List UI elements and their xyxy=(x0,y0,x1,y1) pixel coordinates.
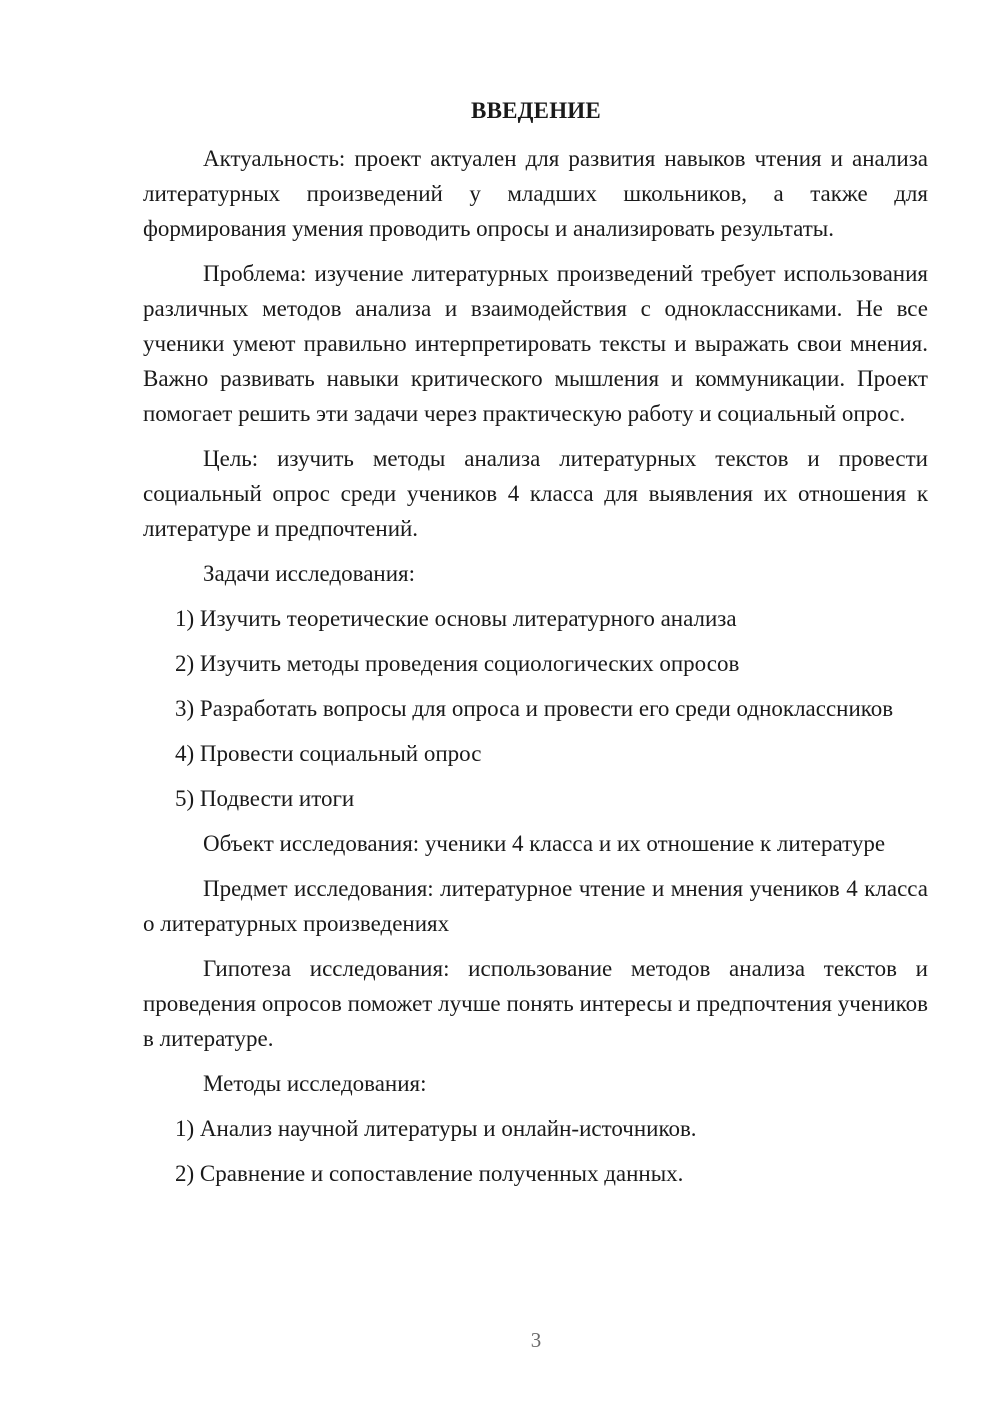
subject-paragraph: Предмет исследования: литературное чтение и мнения учеников 4 класса о литературных произведениях xyxy=(143,876,928,936)
object-paragraph: Объект исследования: ученики 4 класса и их отношение к литературе xyxy=(203,831,886,856)
method-item: 1) Анализ научной литературы и онлайн-источников. xyxy=(175,1116,697,1141)
task-item: 2) Изучить методы проведения социологических опросов xyxy=(175,651,740,676)
task-item: 4) Провести социальный опрос xyxy=(175,741,482,766)
task-item: 5) Подвести итоги xyxy=(175,786,355,811)
document-body xyxy=(143,141,928,1201)
goal-paragraph: Цель: изучить методы анализа литературных текстов и провести социальный опрос среди учеников 4 класса для выявления их отношения к литературе и предпочтений. xyxy=(143,446,928,541)
task-item: 1) Изучить теоретические основы литературного анализа xyxy=(175,606,737,631)
hypothesis-paragraph: Гипотеза исследования: использование методов анализа текстов и проведения опросов поможет лучше понять интересы и предпочтения учеников в литературе. xyxy=(143,956,928,1051)
methods-heading: Методы исследования: xyxy=(203,1071,427,1096)
method-item: 2) Сравнение и сопоставление полученных данных. xyxy=(175,1161,684,1186)
page-number: 3 xyxy=(530,1328,542,1352)
task-item: 3) Разработать вопросы для опроса и провести его среди одноклассников xyxy=(175,696,894,721)
tasks-heading: Задачи исследования: xyxy=(203,561,416,586)
problem-paragraph: Проблема: изучение литературных произведений требует использования различных методов анализа и взаимодействия с одноклассниками. Не все ученики умеют правильно интерпретировать тексты и выражать свои мнения. Важно развивать навыки критического мышления и коммуникации. Проект помогает решить эти задачи через практическую работу и социальный опрос. xyxy=(143,261,928,426)
relevance-paragraph: Актуальность: проект актуален для развития навыков чтения и анализа литературных произведений у младших школьников, а также для формирования умения проводить опросы и анализировать результаты. xyxy=(143,146,928,241)
section-heading: ВВЕДЕНИЕ xyxy=(471,98,601,123)
